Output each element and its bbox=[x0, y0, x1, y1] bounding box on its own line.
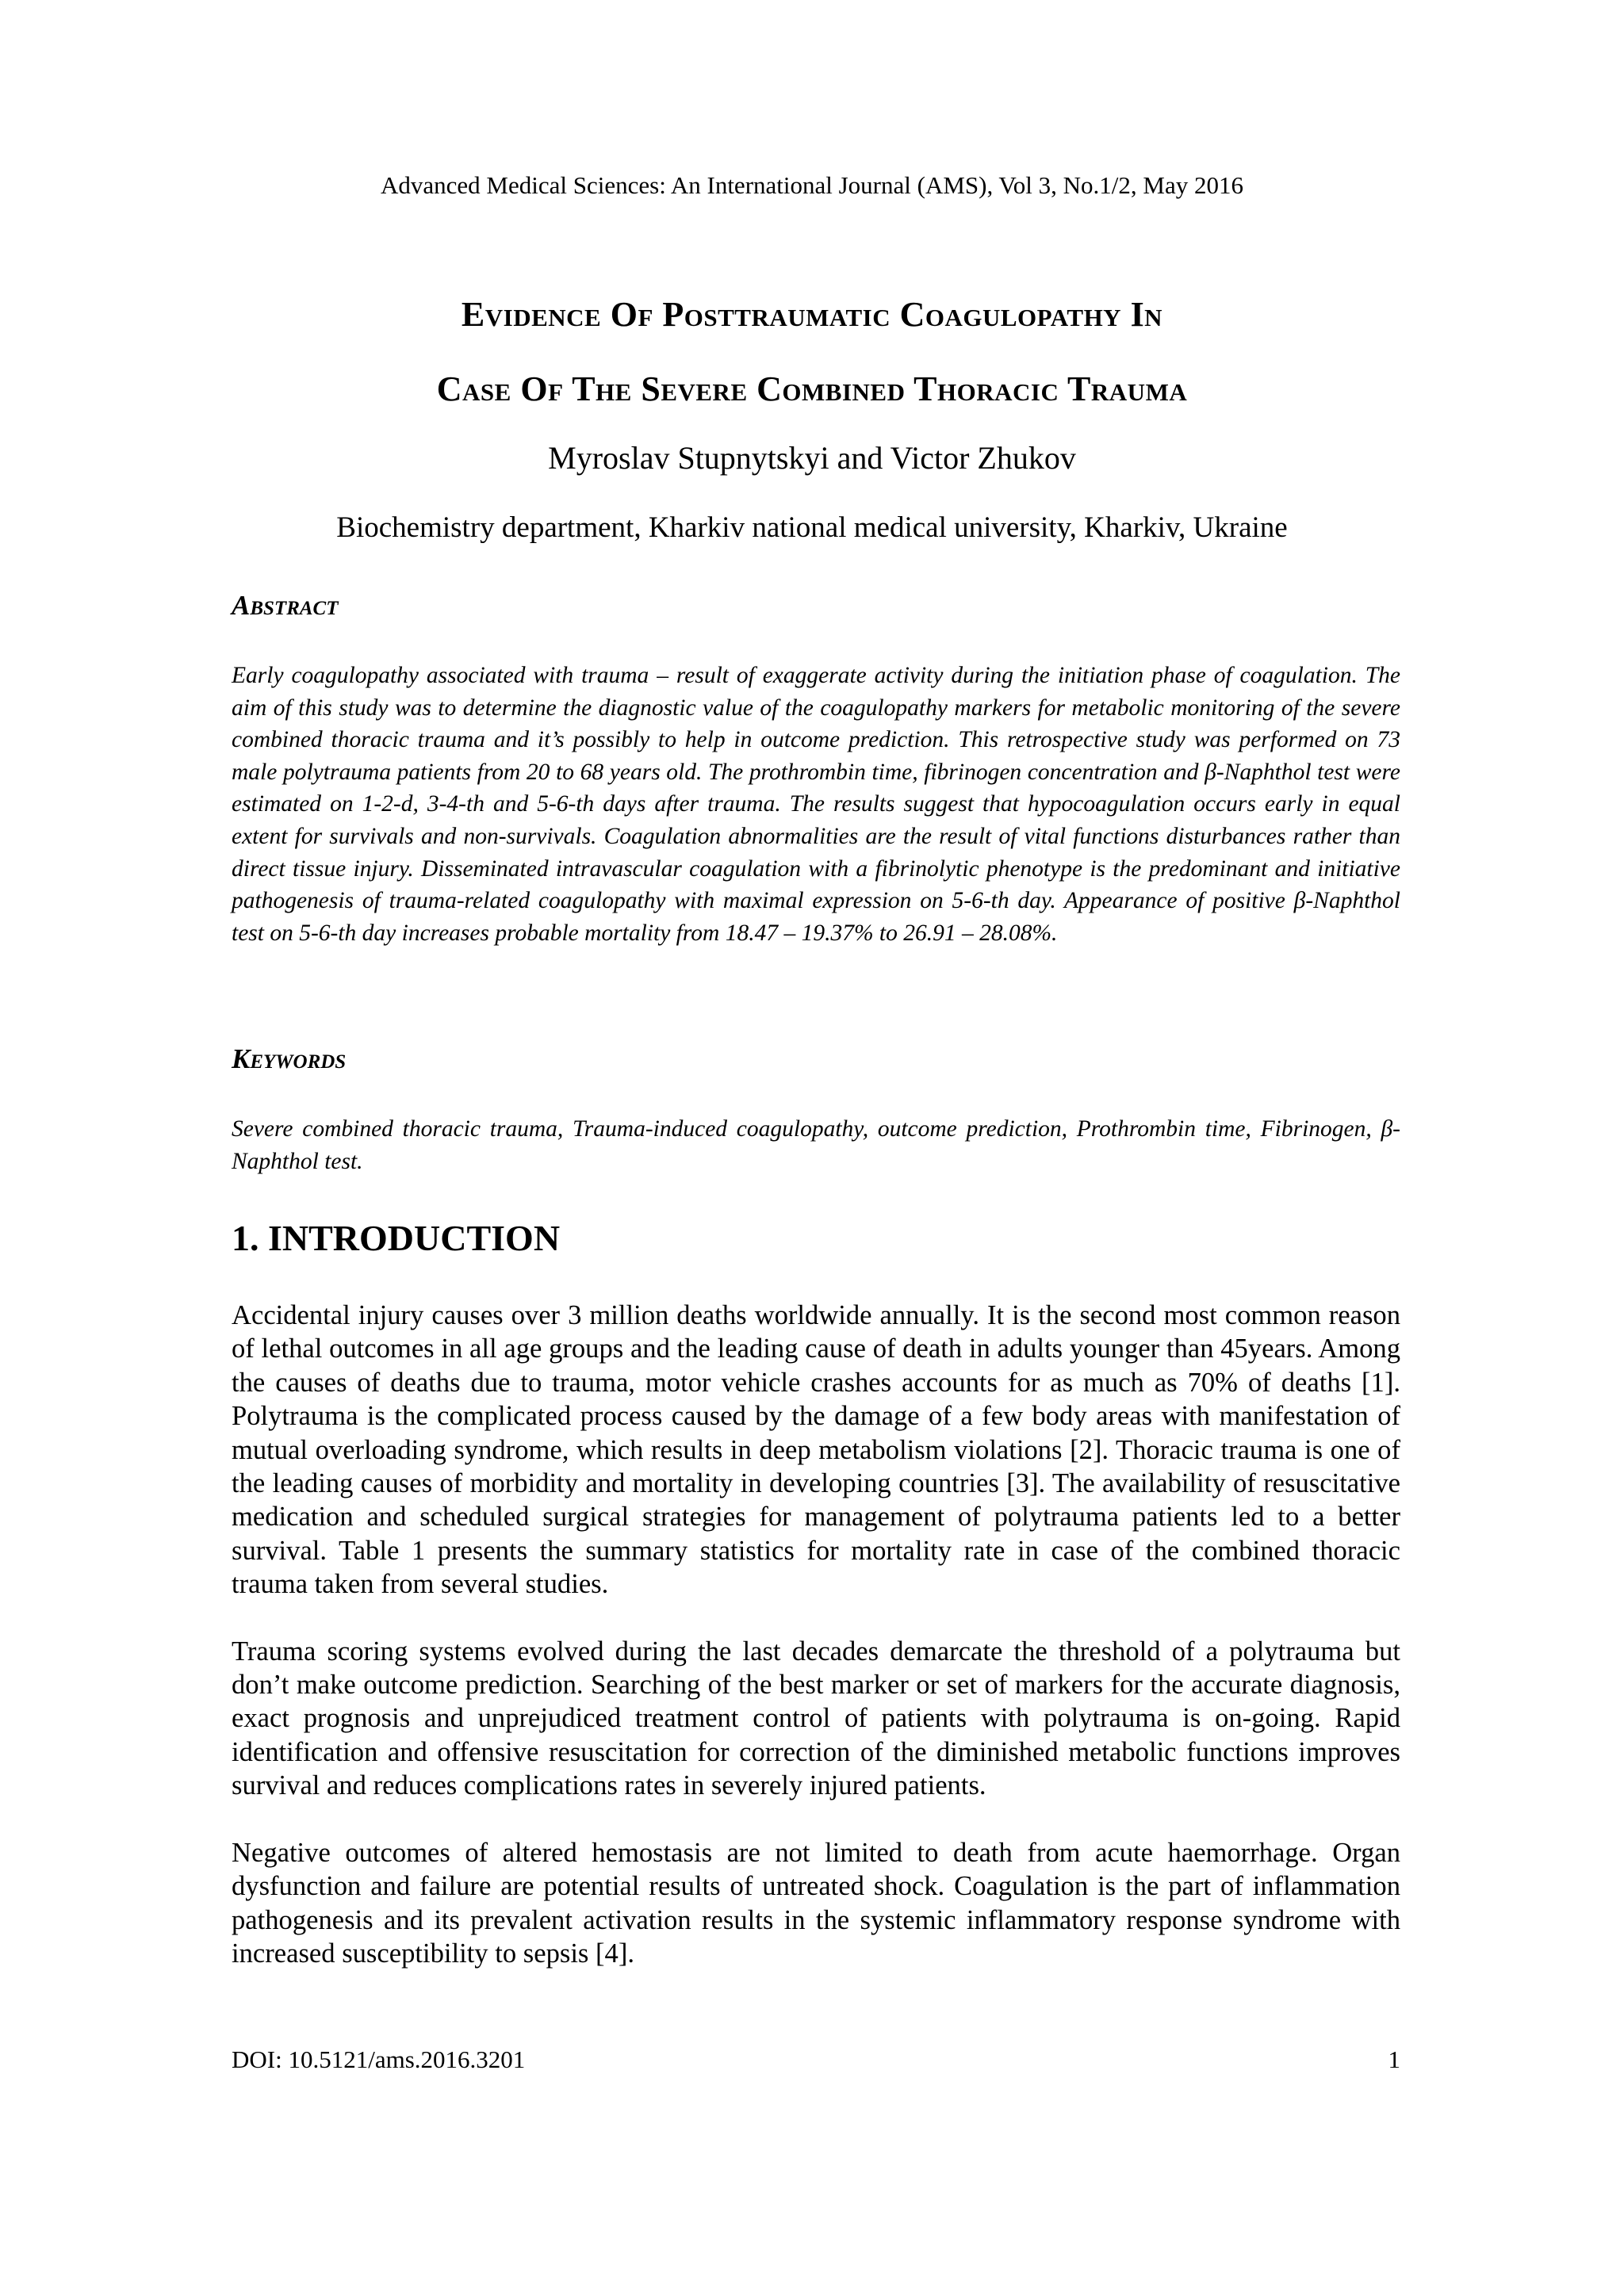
abstract-heading: Abstract bbox=[232, 590, 339, 621]
introduction-paragraph: Trauma scoring systems evolved during the last decades demarcate the threshold of a polytrauma but don’t make outcome prediction. Searching of the best marker or set of markers for the accurate diagnosis, exact prognosis and unprejudiced treatment control of patients with polytrauma is on-going. Rapid identification and offensive resuscitation for correction of the diminished metabolic functions improves survival and reduces complications rates in severely injured patients. bbox=[232, 1636, 1400, 1801]
keywords-heading: Keywords bbox=[232, 1043, 347, 1074]
paper-affiliation: Biochemistry department, Kharkiv national medical university, Kharkiv, Ukraine bbox=[336, 511, 1288, 544]
paper-title bbox=[0, 277, 1624, 427]
footer-doi: DOI: 10.5121/ams.2016.3201 bbox=[232, 2045, 526, 2073]
keywords-text: Severe combined thoracic trauma, Trauma-induced coagulopathy, outcome prediction, Prothrombin time, Fibrinogen, β-Naphthol test. bbox=[232, 1116, 1400, 1174]
abstract-text: Early coagulopathy associated with trauma – result of exaggerate activity during the initiation phase of coagulation. The aim of this study was to determine the diagnostic value of the coagulopathy markers for metabolic monitoring of the severe combined thoracic trauma and it’s possibly to help in outcome prediction. This retrospective study was performed on 73 male polytrauma patients from 20 to 68 years old. The prothrombin time, fibrinogen concentration and β-Naphthol test were estimated on 1-2-d, 3-4-th and 5-6-th days after trauma. The results suggest that hypocoagulation occurs early in equal extent for survivals and non-survivals. Coagulation abnormalities are the result of vital functions disturbances rather than direct tissue injury. Disseminated intravascular coagulation with a fibrinolytic phenotype is the predominant and initiative pathogenesis of trauma-related coagulopathy with maximal expression on 5-6-th day. Appearance of positive β-Naphthol test on 5-6-th day increases probable mortality from 18.47 – 19.37% to 26.91 – 28.08%. bbox=[232, 663, 1400, 946]
introduction-body bbox=[232, 1299, 1400, 2003]
paper-title-line-1: Evidence Of Posttraumatic Coagulopathy In bbox=[461, 295, 1163, 334]
journal-running-header: Advanced Medical Sciences: An International Journal (AMS), Vol 3, No.1/2, May 2016 bbox=[381, 171, 1243, 199]
footer-page-number: 1 bbox=[1388, 2045, 1400, 2073]
paper-authors: Myroslav Stupnytskyi and Victor Zhukov bbox=[548, 440, 1076, 476]
paper-title-line-2: Case Of The Severe Combined Thoracic Trauma bbox=[436, 369, 1188, 408]
introduction-heading: 1. INTRODUCTION bbox=[232, 1218, 561, 1258]
introduction-paragraph: Accidental injury causes over 3 million deaths worldwide annually. It is the second most common reason of lethal outcomes in all age groups and the leading cause of death in adults younger than 45years. Among the causes of deaths due to trauma, motor vehicle crashes accounts for as much as 70% of deaths [1]. Polytrauma is the complicated process caused by the damage of a few body areas with manifestation of mutual overloading syndrome, which results in deep metabolism violations [2]. Thoracic trauma is one of the leading causes of morbidity and mortality in developing countries [3]. The availability of resuscitative medication and scheduled surgical strategies for management of polytrauma patients led to a better survival. Table 1 presents the summary statistics for mortality rate in case of the combined thoracic trauma taken from several studies. bbox=[232, 1300, 1400, 1600]
introduction-paragraph: Negative outcomes of altered hemostasis are not limited to death from acute haemorrhage. Organ dysfunction and failure are potential results of untreated shock. Coagulation is the part of inflammation pathogenesis and its prevalent activation results in the systemic inflammatory response syndrome with increased susceptibility to sepsis [4]. bbox=[232, 1837, 1400, 1969]
